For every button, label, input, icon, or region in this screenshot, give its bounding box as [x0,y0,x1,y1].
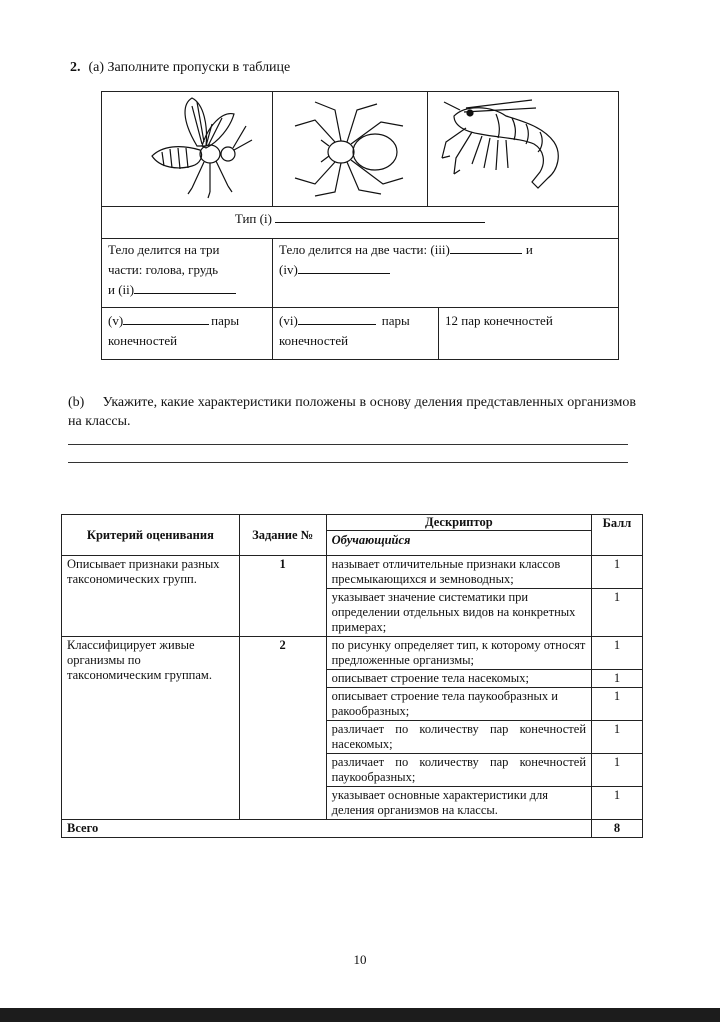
task-number-cell: 1 [239,556,326,637]
criterion-cell: Описывает признаки разных таксономических групп. [62,556,240,637]
descriptor-cell: различает по количеству пар конечностей паукообразных; [326,754,591,787]
blank-ii[interactable] [134,280,236,294]
v-limbs: конечностей [108,333,178,348]
row2-col2-and: и [525,242,533,257]
part-b-text: Укажите, какие характеристики положены в основу деления представленных организмов на классы. [68,395,636,429]
row2-col1-line1: Тело делится на три [108,242,220,257]
score-cell: 1 [592,556,643,589]
score-cell: 1 [592,589,643,637]
header-learner: Обучающийся [326,531,591,556]
vi-pairs: пары [381,313,410,328]
criterion-cell: Классифицирует живые организмы по таксономическим группам. [62,637,240,820]
spider-drawing-icon [285,96,415,200]
type-row [102,209,618,229]
header-score: Балл [592,515,643,556]
insect-drawing-icon [142,96,262,200]
score-cell: 1 [592,637,643,670]
answer-line-1[interactable] [68,444,628,445]
vi-label: (vi) [279,313,298,328]
score-cell: 1 [592,670,643,688]
descriptor-cell: указывает основные характеристики для деления организмов на классы. [326,787,591,820]
row3-col2 [279,311,435,351]
question-title [70,60,290,76]
bottom-bar [0,1008,720,1022]
task-number-cell: 2 [239,637,326,820]
type-blank[interactable] [275,209,485,223]
score-cell: 1 [592,787,643,820]
descriptor-cell: указывает значение систематики при определении отдельных видов на конкретных примерах; [326,589,591,637]
answer-line-2[interactable] [68,462,628,463]
header-criterion: Критерий оценивания [62,515,240,556]
vi-limbs: конечностей [279,333,349,348]
total-score: 8 [592,820,643,838]
header-descriptor: Дескриптор [326,515,591,531]
descriptor-cell: описывает строение тела паукообразных и ракообразных; [326,688,591,721]
header-task: Задание № [239,515,326,556]
total-label: Всего [62,820,592,838]
row3-col1 [108,311,268,351]
part-b-label: (b) [68,395,85,410]
task-table [101,91,619,360]
type-label: Тип (i) [234,211,272,226]
row2-col1-line2: части: голова, грудь [108,262,219,277]
row2-col2-line2: (iv) [279,262,298,277]
question-number: 2. [70,60,81,75]
blank-iv[interactable] [298,260,390,274]
shrimp-drawing-icon [436,98,586,198]
part-b [68,393,636,431]
v-pairs: пары [211,313,240,328]
blank-v[interactable] [123,311,209,325]
blank-vi[interactable] [298,311,376,325]
descriptor-cell: описывает строение тела насекомых; [326,670,591,688]
row2-col1-line3: и (ii) [108,282,135,297]
descriptor-cell: называет отличительные признаки классов пресмыкающихся и земноводных; [326,556,591,589]
table-row [62,556,643,589]
part-a-label: (a) Заполните пропуски в таблице [88,60,291,75]
score-cell: 1 [592,754,643,787]
blank-iii[interactable] [450,240,522,254]
row3-col3: 12 пар конечностей [445,313,553,328]
score-cell: 1 [592,688,643,721]
grading-table [61,514,643,838]
descriptor-cell: по рисунку определяет тип, к которому относят предложенные организмы; [326,637,591,670]
page-number: 10 [353,952,367,967]
table-row [62,637,643,670]
descriptor-cell: различает по количеству пар конечностей насекомых; [326,721,591,754]
row2-col2-line1: Тело делится на две части: (iii) [279,242,450,257]
v-label: (v) [108,313,124,328]
score-cell: 1 [592,721,643,754]
total-row [62,820,643,838]
row2-col2 [279,240,614,280]
row2-col1 [108,240,268,300]
